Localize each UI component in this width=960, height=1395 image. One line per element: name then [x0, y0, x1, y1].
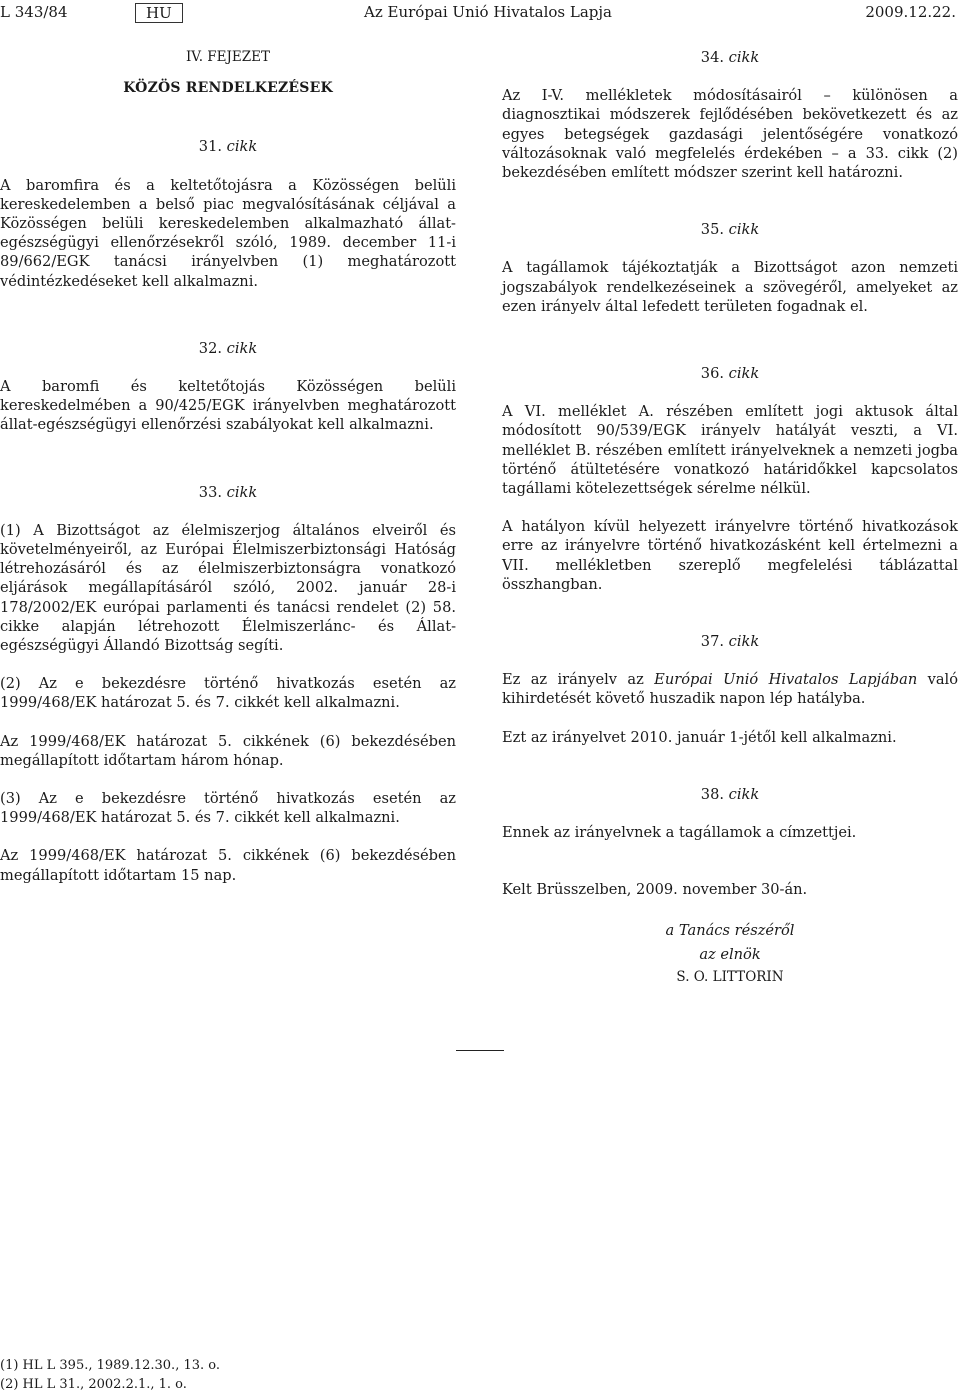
article-heading-32: 32. cikk: [198, 339, 258, 357]
article-33-paragraph-1: (1) A Bizottságot az élelmiszerjog általános elveiről és követelményeiről, az Európai Élelmiszerbiztonsági Hatóság létrehozásáról és az élelmiszerbiztonságra vonatkozó eljárások megállapításáról szóló, 2002. január 28-i 178/2002/EK európai parlamenti és tanácsi rendelet (2) 58. cikke alapján létrehozott Élelmiszerlánc- és Állat-egészségügyi Állandó Bizottság segíti.: [0, 521, 456, 655]
signature-on-behalf: a Tanács részéről: [665, 922, 795, 940]
article-heading-35: 35. cikk: [700, 221, 760, 239]
article-37-paragraph-1: Ez az irányelv az Európai Unió Hivatalos Lapjában való kihirdetését követő huszadik napon lép hatályba.: [502, 671, 959, 708]
language-code: HU: [135, 3, 183, 23]
journal-name-italic: Európai Unió Hivatalos Lapjában: [654, 671, 918, 689]
article-33-paragraph-3: (3) Az e bekezdésre történő hivatkozás esetén az 1999/468/EK határozat 5. és 7. cikkét kell alkalmazni.: [0, 790, 456, 827]
article-33-paragraph-2-period: Az 1999/468/EK határozat 5. cikkének (6) bekezdésében megállapított időtartam három hónap.: [0, 732, 456, 769]
article-heading-33: 33. cikk: [198, 483, 258, 501]
article-heading-31: 31. cikk: [198, 138, 258, 156]
journal-title: Az Európai Unió Hivatalos Lapja: [364, 3, 612, 21]
article-36-paragraph-1: A VI. melléklet A. részében említett jogi aktusok által módosított 90/539/EGK irányelv hatályát veszti, a VI. melléklet B. részében említett irányelveknek a nemzeti jogba történő átültetésére vonatkozó határidőkkel kapcsolatos tagállami kötelezettségek sérelme nélkül.: [502, 403, 958, 498]
article-32-text: A baromfi és keltetőtojás Közösségen belüli kereskedelmében a 90/425/EGK irányelvben meghatározott állat-egészségügyi ellenőrzési szabályokat kell alkalmazni.: [0, 378, 456, 434]
place-and-date: Kelt Brüsszelben, 2009. november 30-án.: [502, 881, 808, 899]
footnote-1: (1) HL L 395., 1989.12.30., 13. o.: [0, 1358, 220, 1373]
article-heading-36: 36. cikk: [700, 365, 760, 383]
page-reference: L 343/84: [0, 3, 68, 21]
signatory-name: S. O. LITTORIN: [676, 968, 784, 985]
publication-date: 2009.12.22.: [865, 3, 956, 21]
article-36-paragraph-2: A hatályon kívül helyezett irányelvre történő hivatkozások erre az irányelvre történő hivatkozásként kell értelmezni a VII. mellékletben szereplő megfelelési táblázattal összhangban.: [502, 518, 958, 593]
footnote-2: (2) HL L 31., 2002.2.1., 1. o.: [0, 1377, 187, 1392]
page-header: [0, 3, 960, 27]
article-38-text: Ennek az irányelvnek a tagállamok a címzettjei.: [502, 824, 857, 842]
article-heading-37: 37. cikk: [700, 633, 760, 651]
article-31-text: A baromfira és a keltetőtojásra a Közösségen belüli kereskedelemben a belső piac megvalósításának céljával a Közösségen belüli kereskedelemben alkalmazható állat-egészségügyi ellenőrzésekről szóló, 1989. december 11-i 89/662/EGK tanácsi irányelvben (1) meghatározott védintézkedéseket kell alkalmazni.: [0, 176, 456, 290]
chapter-title: KÖZÖS RENDELKEZÉSEK: [123, 80, 333, 97]
signature-title: az elnök: [699, 945, 761, 963]
article-35-text: A tagállamok tájékoztatják a Bizottságot azon nemzeti jogszabályok rendelkezéseinek a szövegéről, amelyeket az ezen irányelv által lefedett területen fogadnak el.: [502, 259, 958, 315]
article-heading-34: 34. cikk: [700, 49, 760, 66]
footnotes: [0, 1356, 220, 1394]
article-37-paragraph-2: Ezt az irányelvet 2010. január 1-jétől kell alkalmazni.: [502, 728, 897, 746]
article-34-text: Az I-V. mellékletek módosításairól – különösen a diagnosztikai módszerek fejlődésében bekövetkezett és az egyes betegségek gazdasági jelentőségére vonatkozó változásoknak való megfelelés érdekében – a 33. cikk (2) bekezdésében említett módszer szerint kell határozni.: [502, 87, 958, 182]
right-column: [502, 48, 958, 987]
end-separator-rule: [456, 1050, 504, 1051]
left-column: [0, 48, 456, 885]
article-33-paragraph-2: (2) Az e bekezdésre történő hivatkozás esetén az 1999/468/EK határozat 5. és 7. cikkét kell alkalmazni.: [0, 675, 456, 712]
article-heading-38: 38. cikk: [700, 785, 760, 803]
article-33-paragraph-3-period: Az 1999/468/EK határozat 5. cikkének (6) bekezdésében megállapított időtartam 15 nap.: [0, 847, 456, 884]
chapter-number: IV. FEJEZET: [185, 49, 271, 65]
